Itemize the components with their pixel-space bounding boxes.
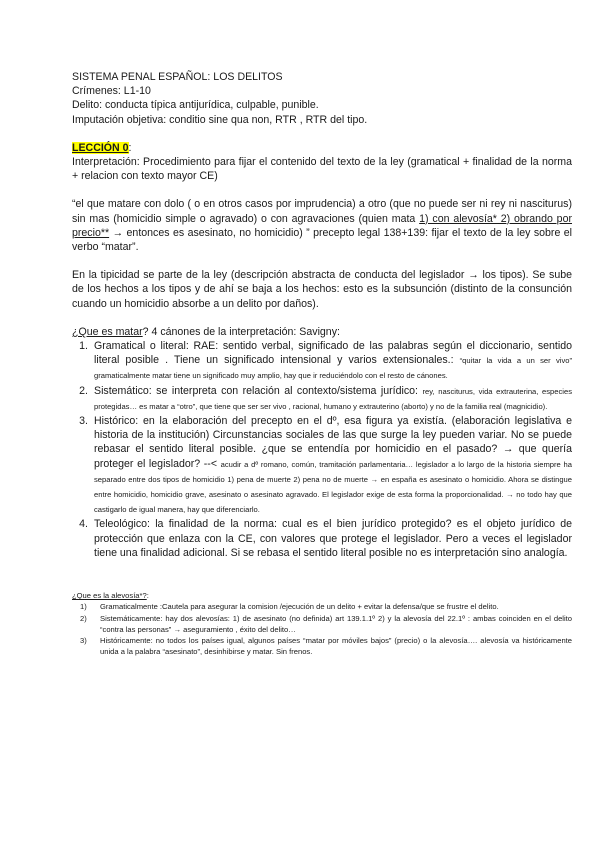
canones-list (72, 339, 572, 560)
canones-question-rest: ? 4 cánones de la interpretación: Savigny: (142, 325, 340, 338)
quote-underlined: 1) con alevosía* 2) obrando por precio** (72, 212, 572, 239)
item-small-text: “quitar la vida a un ser vivo” gramaticalmente matar tiene un significado muy amplio, hay que ir reduciéndolo con el resto de cánones. (94, 356, 572, 381)
alevosia-question: ¿Que es la alevosía*? (72, 591, 147, 601)
canones-heading (72, 325, 572, 339)
alevosia-section (72, 590, 572, 657)
list-item (90, 517, 572, 560)
list-item: Gramaticalmente :Cautela para asegurar la comision /ejecución de un delito + evitar la defensa/que se frustre el delito. (100, 602, 499, 612)
quote-part-a: “el que matare con dolo ( o en otros casos por imprudencia) a otro (que no puede ser ni rey ni nasciturus) sin mas (homicidio simple o agravado) o con agravaciones (quien mata (72, 198, 572, 225)
list-item (90, 414, 572, 517)
quote-part-b: → entonces es asesinato, no homicidio) ” precepto legal 138+139: fijar el texto de la ley sobre el verbo “matar”. (72, 226, 572, 254)
list-item (90, 339, 572, 384)
alevosia-heading (72, 590, 572, 601)
item-main-text: Histórico: en la elaboración del precepto en el dº, esa figura ya existía. (elaboración legislativa e historia de la institución) Circunstancias sociales de las que surge la ley pueden variar. No se puede rebasar el sentido literal posible. ¿que se entendía por homicidio en el pasado? → que quería proteger el legislador? --< (94, 415, 572, 470)
document-header (72, 70, 572, 127)
item-small-text: acudir a dº romano, común, tramitación parlamentaria… legislador a lo largo de la historia siempre ha separado entre dos tipos de homicidio 1) pena de muerte 2) pena no de muerte → en españa es asesinato o homicidio. Ahora se distingue entre homicidio, homicidio grave, asesinato o asesinato agravado. El legislador exige de esta forma la proporcionalidad. → no todo hay que castigarlo de igual manera, hay que diferenciarlo. (94, 459, 572, 515)
list-item: Sistemáticamente: hay dos alevosías: 1) de asesinato (no definida) art 139.1.1º 2) y la alevosía del 22.1º : ambas coinciden en el delito “contra las personas” → aseguramiento , éxito del delito… (100, 613, 572, 634)
imputacion-line: Imputación objetiva: conditio sine qua non, RTR , RTR del tipo. (72, 113, 368, 126)
item-small-text: rey, nasciturus, vida extrauterina, especies protegidas… es matar a “otro”, que tiene que ser ser vivo , racional, humano y extrauterino (aborto) y no de la familia real (magnicidio). (94, 386, 572, 411)
delito-line: Delito: conducta típica antijurídica, culpable, punible. (72, 99, 319, 112)
item-main-text: Sistemático: se interpreta con relación al contexto/sistema jurídico: (94, 384, 423, 397)
interpretacion-paragraph: Interpretación: Procedimiento para fijar el contenido del texto de la ley (gramatical + finalidad de la norma + relacion con texto mayor CE) (72, 156, 572, 183)
alevosia-list (72, 601, 572, 657)
document-title: SISTEMA PENAL ESPAÑOL: LOS DELITOS (72, 71, 283, 83)
lesson-colon: : (128, 141, 132, 154)
crimenes-line: Crímenes: L1-10 (72, 85, 151, 98)
item-main-text: Gramatical o literal: RAE: sentido verbal, significado de las palabras según el diccionario, sentido literal posible . Tiene un significado intensional y varios extensionales.: (94, 340, 572, 367)
alevosia-question-rest: : (146, 591, 149, 601)
tipicidad-paragraph: En la tipicidad se parte de la ley (descripción abstracta de conducta del legislador → los tipos). Se sube de los hechos a los tipos y de ahí se baja a los hechos: esto es la subsunción (distinto de la consunción cuando un homicidio absorbe a un delito por daños). (72, 269, 572, 310)
quote-paragraph (72, 197, 572, 254)
list-item (90, 384, 572, 414)
item-main-text: Teleológico: la finalidad de la norma: cual es el bien jurídico protegido? es el objeto jurídico de protección que enlaza con la CE, con valores que protege el legislador. Pero a veces el legislador tiene una finalidad adicional. Si se rebasa el sentido literal posible no es interpretación sino analogía. (94, 518, 572, 559)
canones-question: ¿Que es matar (72, 325, 143, 338)
lesson-heading (72, 141, 572, 155)
list-item: Históricamente: no todos los países igual, algunos países “matar por móviles bajos” (precio) o la alevosía…. alevosía va históricamente unida a la palabra “asesinato”, desinhibirse y matar. Sin frenos. (100, 635, 572, 657)
lesson-label: LECCIÓN 0 (72, 141, 129, 154)
